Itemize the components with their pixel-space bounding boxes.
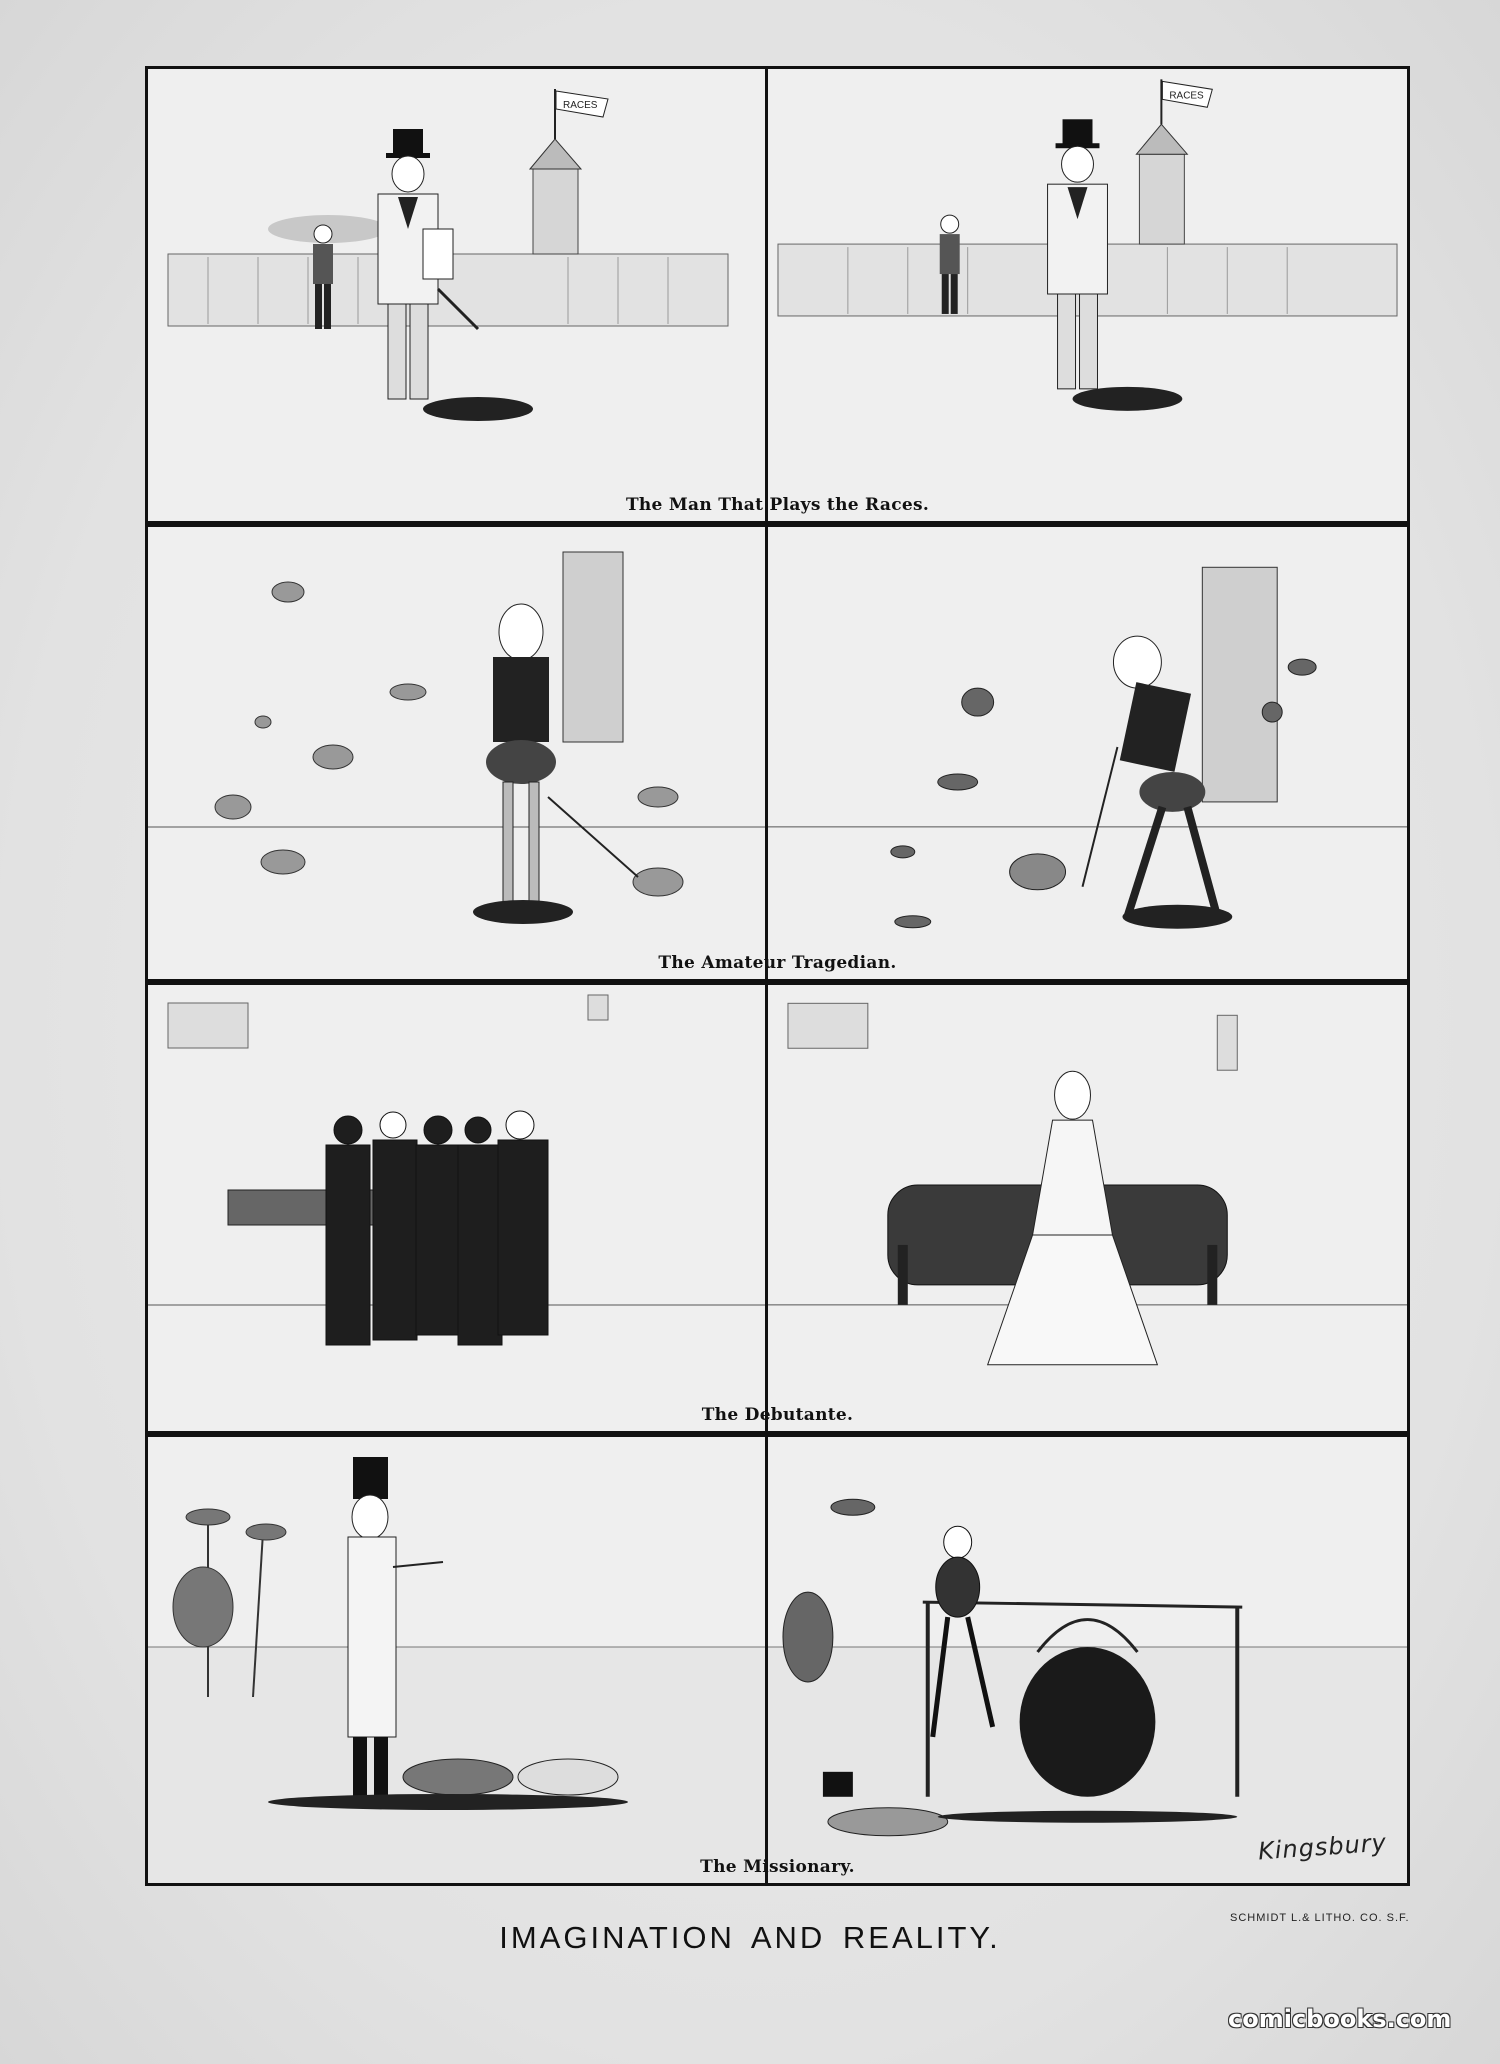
caption-tragedian: The Amateur Tragedian. bbox=[658, 953, 897, 973]
artist-signature: Kingsbury bbox=[1257, 1828, 1388, 1866]
panel-tragedian-reality bbox=[768, 527, 1407, 979]
comic-strip-debutante bbox=[145, 982, 1410, 1434]
page-title: IMAGINATION AND REALITY. bbox=[499, 1920, 1001, 1955]
races-imagination-drawing bbox=[148, 69, 765, 521]
caption-missionary: The Missionary. bbox=[700, 1857, 855, 1877]
panel-races-reality bbox=[768, 69, 1407, 521]
races-reality-drawing bbox=[768, 69, 1407, 521]
panel-missionary-imagination bbox=[148, 1437, 765, 1883]
missionary-reality-drawing bbox=[768, 1437, 1407, 1883]
caption-debutante: The Debutante. bbox=[701, 1405, 854, 1425]
panel-missionary-reality bbox=[768, 1437, 1407, 1883]
tragedian-reality-drawing bbox=[768, 527, 1407, 979]
tragedian-imagination-drawing bbox=[148, 527, 765, 979]
watermark-text: comicbooks.com bbox=[1228, 2005, 1452, 2033]
panel-tragedian-imagination bbox=[148, 527, 765, 979]
panel-races-imagination bbox=[148, 69, 765, 521]
missionary-imagination-drawing bbox=[148, 1437, 765, 1883]
debutante-reality-drawing bbox=[768, 985, 1407, 1431]
comic-strip-races bbox=[145, 66, 1410, 524]
printer-credit: SCHMIDT L.& LITHO. CO. S.F. bbox=[1230, 1912, 1410, 1924]
comic-strip-missionary bbox=[145, 1434, 1410, 1886]
suitors-group bbox=[326, 1111, 548, 1345]
panel-debutante-reality bbox=[768, 985, 1407, 1431]
debutante-imagination-drawing bbox=[148, 985, 765, 1431]
caption-races: The Man That Plays the Races. bbox=[625, 495, 930, 515]
panel-debutante-imagination bbox=[148, 985, 765, 1431]
races-flag-label: RACES bbox=[563, 100, 598, 111]
races-flag-label-reality: RACES bbox=[1169, 90, 1204, 102]
comic-strip-tragedian bbox=[145, 524, 1410, 982]
